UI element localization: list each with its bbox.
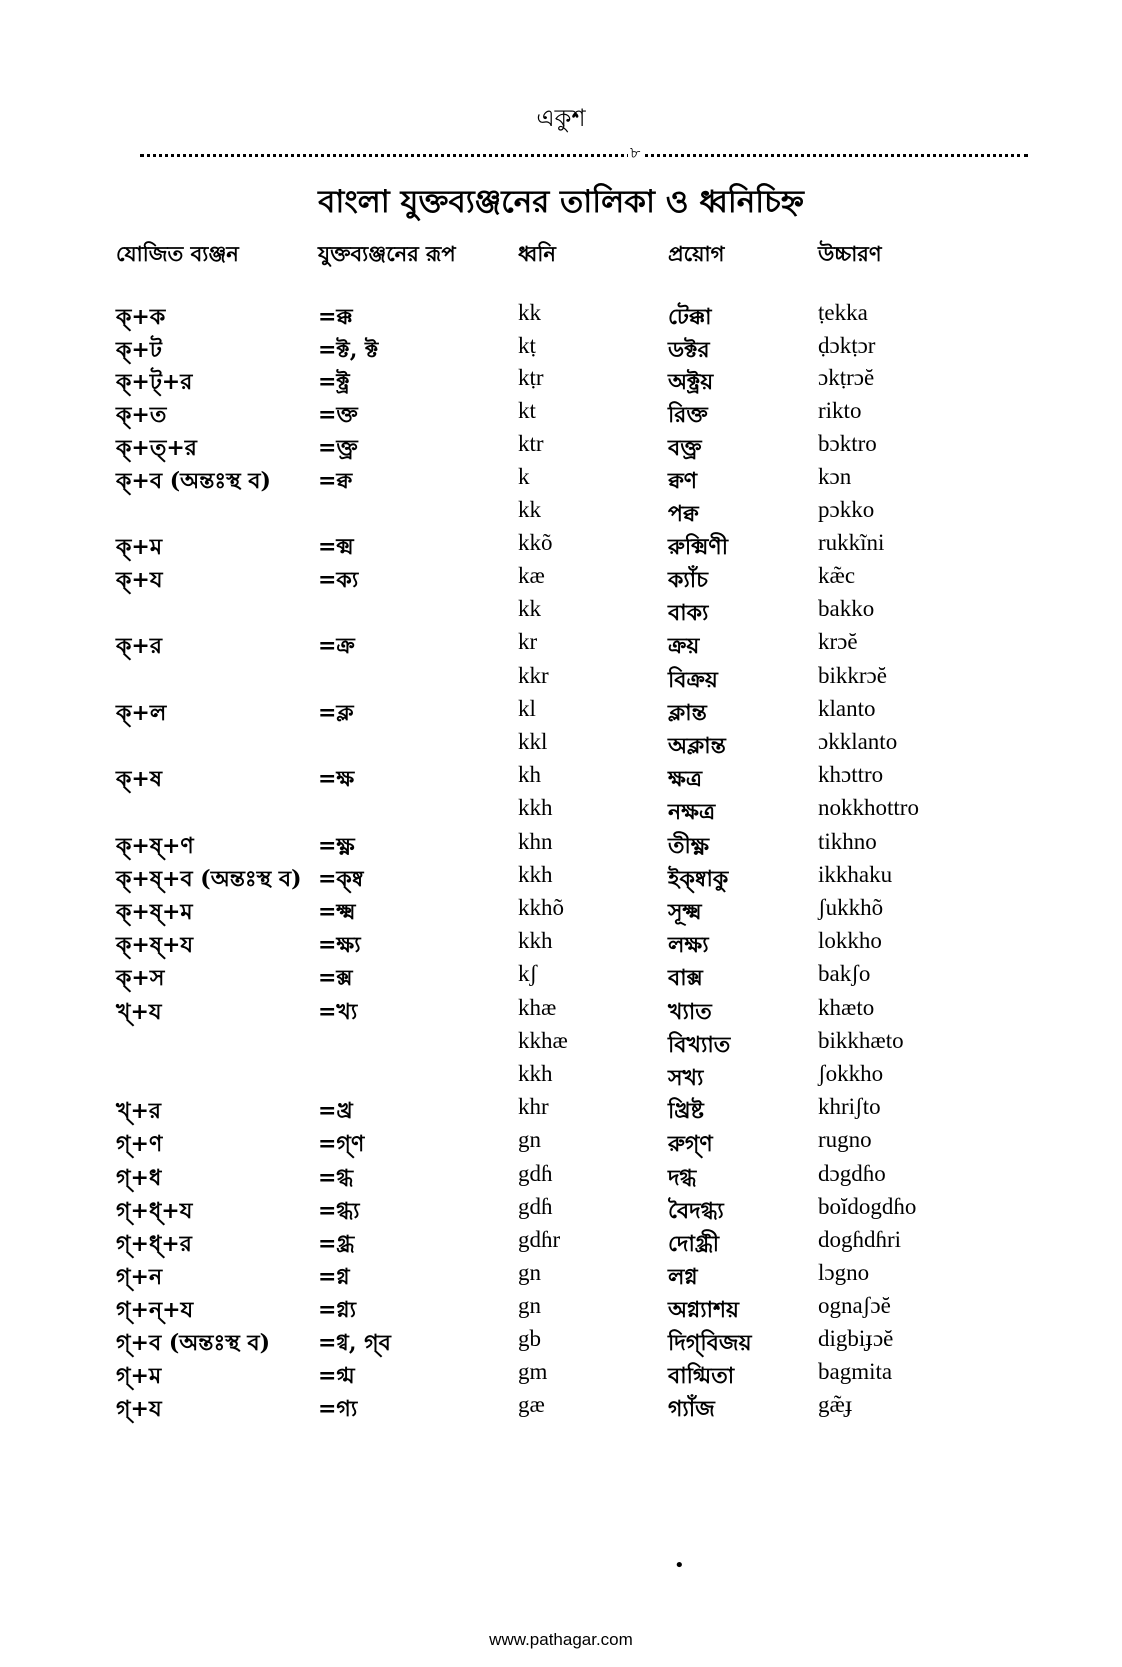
- cell-pronunciation: bagmita: [818, 1359, 893, 1384]
- cell-sound: kk: [518, 300, 541, 325]
- cell-pronunciation: bɔktro: [818, 431, 877, 456]
- cell-usage-example: ক্বণ: [668, 468, 698, 494]
- cell-sound: kæ: [518, 563, 545, 588]
- cell-joined-consonants: ক্+ট: [116, 337, 162, 363]
- header-pronunciation: উচ্চারণ: [818, 241, 882, 266]
- cell-usage-example: ইক্ষ্বাকু: [668, 866, 729, 892]
- cell-joined-consonants: গ্+ন্+য: [116, 1297, 194, 1323]
- cell-sound: khr: [518, 1094, 549, 1119]
- table-row: [0, 497, 1122, 531]
- table-row: [0, 563, 1122, 597]
- cell-pronunciation: ṭekka: [818, 300, 868, 325]
- cell-joined-consonants: ক্+ক: [116, 304, 166, 330]
- cell-sound: kṭ: [518, 333, 536, 358]
- cell-sound: khæ: [518, 995, 557, 1020]
- cell-pronunciation: dɔgdɦo: [818, 1161, 886, 1186]
- cell-sound: k: [518, 464, 530, 489]
- cell-conjunct-form: =গ্ধ্য: [318, 1198, 360, 1224]
- header-conjunct-form: যুক্তব্যঞ্জনের রূপ: [318, 241, 456, 266]
- cell-joined-consonants: গ্+য: [116, 1396, 162, 1422]
- cell-joined-consonants: ক্+ম: [116, 534, 163, 560]
- cell-conjunct-form: =ক্স: [318, 965, 353, 991]
- cell-conjunct-form: =গ্ন্য: [318, 1297, 357, 1323]
- cell-pronunciation: lɔgno: [818, 1260, 870, 1285]
- running-head: একুশ: [536, 104, 586, 132]
- cell-usage-example: বাক্স: [668, 965, 703, 991]
- cell-joined-consonants: গ্+ধ: [116, 1165, 162, 1191]
- cell-pronunciation: lokkho: [818, 928, 882, 953]
- cell-pronunciation: khriʃto: [818, 1094, 881, 1119]
- cell-conjunct-form: =ক্ক: [318, 304, 353, 330]
- table-row: [0, 530, 1122, 564]
- cell-conjunct-form: =ক্ষ্ম: [318, 899, 356, 925]
- cell-pronunciation: ḍɔkṭɔr: [818, 333, 876, 358]
- footer-url: www.pathagar.com: [489, 1630, 633, 1649]
- table-row: [0, 398, 1122, 432]
- cell-usage-example: গ্যাঁজ: [668, 1396, 715, 1422]
- table-row: [0, 1094, 1122, 1128]
- cell-sound: kl: [518, 696, 536, 721]
- cell-pronunciation: kæ̃c: [818, 563, 856, 588]
- table-row: [0, 663, 1122, 697]
- cell-usage-example: টেক্কা: [668, 304, 712, 330]
- cell-joined-consonants: গ্+ব (অন্তঃস্থ ব): [116, 1330, 271, 1356]
- header-sound: ধ্বনি: [518, 241, 556, 266]
- cell-joined-consonants: ক্+ষ্+ম: [116, 899, 193, 925]
- table-row: [0, 729, 1122, 763]
- cell-usage-example: দগ্ধ: [668, 1165, 697, 1191]
- cell-conjunct-form: =গ্ম: [318, 1363, 355, 1389]
- cell-usage-example: দিগ্‌বিজয়: [668, 1330, 752, 1356]
- table-row: [0, 1127, 1122, 1161]
- cell-pronunciation: digbiɟɔĕ: [818, 1326, 894, 1351]
- table-row: [0, 1061, 1122, 1095]
- cell-sound: kk: [518, 596, 541, 621]
- cell-usage-example: অগ্ন্যাশয়: [668, 1297, 740, 1323]
- cell-pronunciation: ikkhaku: [818, 862, 893, 887]
- cell-sound: kt: [518, 398, 536, 423]
- cell-pronunciation: nokkhottro: [818, 795, 919, 820]
- cell-sound: gdɦ: [518, 1194, 553, 1219]
- cell-usage-example: অক্ট্রয়: [668, 369, 714, 395]
- cell-sound: kṭr: [518, 365, 544, 390]
- table-row: [0, 1028, 1122, 1062]
- cell-sound: gn: [518, 1260, 541, 1285]
- cell-usage-example: নক্ষত্র: [668, 799, 716, 825]
- cell-sound: kkh: [518, 1061, 553, 1086]
- table-row: [0, 1326, 1122, 1360]
- cell-sound: gm: [518, 1359, 548, 1384]
- cell-joined-consonants: ক্+ষ্+য: [116, 932, 194, 958]
- cell-sound: gb: [518, 1326, 541, 1351]
- cell-usage-example: তীক্ষ্ণ: [668, 833, 710, 859]
- cell-pronunciation: rukkĩni: [818, 530, 885, 555]
- table-row: [0, 1392, 1122, 1426]
- cell-usage-example: খ্যাত: [668, 999, 712, 1025]
- cell-pronunciation: krɔĕ: [818, 629, 858, 654]
- cell-usage-example: রুগ্ণ: [668, 1131, 713, 1157]
- cell-joined-consonants: ক্+ষ: [116, 766, 162, 792]
- cell-usage-example: দোগ্ধ্রী: [668, 1231, 720, 1257]
- cell-joined-consonants: ক্+ত্+র: [116, 435, 197, 461]
- cell-usage-example: পক্ব: [668, 501, 699, 527]
- table-row: [0, 795, 1122, 829]
- table-row: [0, 961, 1122, 995]
- cell-joined-consonants: গ্+ম: [116, 1363, 162, 1389]
- cell-sound: kkh: [518, 795, 553, 820]
- cell-conjunct-form: =ক্ষ্ণ: [318, 833, 355, 859]
- table-row: [0, 1260, 1122, 1294]
- cell-usage-example: ডক্টর: [668, 337, 710, 363]
- cell-sound: kkh: [518, 928, 553, 953]
- table-row: [0, 431, 1122, 465]
- cell-joined-consonants: ক্+র: [116, 633, 162, 659]
- table-row: [0, 696, 1122, 730]
- cell-pronunciation: dogɦdɦri: [818, 1227, 902, 1252]
- table-row: [0, 300, 1122, 334]
- cell-conjunct-form: =ক্ষ্য: [318, 932, 361, 958]
- cell-pronunciation: pɔkko: [818, 497, 875, 522]
- cell-usage-example: বক্ত্র: [668, 435, 702, 461]
- cell-joined-consonants: খ্+র: [116, 1098, 161, 1124]
- cell-joined-consonants: ক্+ষ্+ণ: [116, 833, 194, 859]
- table-row: [0, 1194, 1122, 1228]
- table-row: [0, 1161, 1122, 1195]
- cell-usage-example: বাক্য: [668, 600, 709, 626]
- table-row: [0, 1359, 1122, 1393]
- cell-pronunciation: ognaʃɔĕ: [818, 1293, 891, 1318]
- cell-conjunct-form: =ক্ল: [318, 700, 354, 726]
- cell-usage-example: বাগ্মিতা: [668, 1363, 735, 1389]
- table-row: [0, 596, 1122, 630]
- table-row: [0, 928, 1122, 962]
- cell-joined-consonants: ক্+ল: [116, 700, 167, 726]
- cell-conjunct-form: =ক্ত: [318, 402, 358, 428]
- cell-pronunciation: rugno: [818, 1127, 872, 1152]
- cell-usage-example: লগ্ন: [668, 1264, 698, 1290]
- table-row: [0, 762, 1122, 796]
- cell-sound: gn: [518, 1127, 541, 1152]
- cell-joined-consonants: গ্+ধ্+র: [116, 1231, 192, 1257]
- page-number: ৮: [628, 140, 642, 167]
- cell-pronunciation: bikkrɔĕ: [818, 663, 887, 688]
- cell-sound: ktr: [518, 431, 544, 456]
- cell-joined-consonants: গ্+ন: [116, 1264, 163, 1290]
- table-row: [0, 365, 1122, 399]
- cell-joined-consonants: ক্+ট্+র: [116, 369, 193, 395]
- cell-sound: kkhæ: [518, 1028, 568, 1053]
- table-row: [0, 464, 1122, 498]
- cell-usage-example: বিক্রয়: [668, 667, 718, 693]
- cell-pronunciation: khæto: [818, 995, 875, 1020]
- cell-usage-example: অক্লান্ত: [668, 733, 726, 759]
- cell-conjunct-form: =ক্র: [318, 633, 355, 659]
- cell-usage-example: ক্যাঁচ: [668, 567, 709, 593]
- cell-joined-consonants: গ্+ধ্+য: [116, 1198, 193, 1224]
- cell-pronunciation: ʃukkhõ: [818, 895, 884, 920]
- cell-pronunciation: boĭdogdɦo: [818, 1194, 917, 1219]
- cell-conjunct-form: =ক্ব: [318, 468, 353, 494]
- cell-sound: gdɦr: [518, 1227, 561, 1252]
- cell-conjunct-form: =গ্ণ: [318, 1131, 365, 1157]
- cell-joined-consonants: ক্+স: [116, 965, 165, 991]
- cell-pronunciation: ɔkklanto: [818, 729, 898, 754]
- table-row: [0, 629, 1122, 663]
- cell-conjunct-form: =ক্ষ্ব: [318, 866, 364, 892]
- cell-conjunct-form: =গ্ধ্র: [318, 1231, 355, 1257]
- cell-conjunct-form: =গ্ধ: [318, 1165, 354, 1191]
- cell-sound: gdɦ: [518, 1161, 553, 1186]
- header-usage: প্রয়োগ: [668, 241, 725, 266]
- cell-sound: kkhõ: [518, 895, 564, 920]
- cell-conjunct-form: =ক্য: [318, 567, 359, 593]
- cell-pronunciation: bikkhæto: [818, 1028, 904, 1053]
- cell-sound: gn: [518, 1293, 541, 1318]
- cell-pronunciation: bakko: [818, 596, 875, 621]
- cell-conjunct-form: =খ্র: [318, 1098, 353, 1124]
- cell-pronunciation: ɔkṭrɔĕ: [818, 365, 875, 390]
- cell-pronunciation: tikhno: [818, 829, 877, 854]
- table-header: [0, 238, 1122, 272]
- cell-pronunciation: kɔn: [818, 464, 852, 489]
- cell-conjunct-form: =ক্ত্র: [318, 435, 358, 461]
- cell-sound: kkl: [518, 729, 548, 754]
- cell-sound: kkh: [518, 862, 553, 887]
- cell-usage-example: বিখ্যাত: [668, 1032, 731, 1058]
- cell-conjunct-form: =ক্ষ: [318, 766, 355, 792]
- cell-conjunct-form: =গ্য: [318, 1396, 358, 1422]
- cell-pronunciation: gæ̃ɟ: [818, 1392, 853, 1417]
- cell-joined-consonants: ক্+ব (অন্তঃস্থ ব): [116, 468, 271, 494]
- page-title: বাংলা যুক্তব্যঞ্জনের তালিকা ও ধ্বনিচিহ্ন: [318, 184, 804, 220]
- cell-usage-example: রুক্মিণী: [668, 534, 729, 560]
- table-row: [0, 995, 1122, 1029]
- cell-joined-consonants: ক্+ত: [116, 402, 167, 428]
- cell-pronunciation: khɔttro: [818, 762, 884, 787]
- cell-joined-consonants: গ্+ণ: [116, 1131, 163, 1157]
- table-row: [0, 862, 1122, 896]
- cell-joined-consonants: ক্+ষ্+ব (অন্তঃস্থ ব): [116, 866, 302, 892]
- cell-conjunct-form: =ক্ট, ক্ট: [318, 337, 379, 363]
- cell-sound: khn: [518, 829, 553, 854]
- cell-usage-example: ক্ষত্র: [668, 766, 702, 792]
- cell-usage-example: ক্লান্ত: [668, 700, 707, 726]
- cell-usage-example: লক্ষ্য: [668, 932, 709, 958]
- cell-sound: kk: [518, 497, 541, 522]
- cell-usage-example: রিক্ত: [668, 402, 708, 428]
- cell-usage-example: সূক্ষ্ম: [668, 899, 702, 925]
- cell-sound: kr: [518, 629, 538, 654]
- cell-joined-consonants: খ্+য: [116, 999, 162, 1025]
- cell-usage-example: সখ্য: [668, 1065, 704, 1091]
- cell-usage-example: খ্রিষ্ট: [668, 1098, 704, 1124]
- table-row: [0, 1227, 1122, 1261]
- table-row: [0, 333, 1122, 367]
- table-row: [0, 1293, 1122, 1327]
- cell-pronunciation: klanto: [818, 696, 876, 721]
- cell-joined-consonants: ক্+য: [116, 567, 163, 593]
- cell-usage-example: ক্রয়: [668, 633, 700, 659]
- cell-sound: kʃ: [518, 961, 538, 986]
- cell-pronunciation: bakʃo: [818, 961, 871, 986]
- cell-conjunct-form: =গ্ব, গ্‌ব: [318, 1330, 391, 1356]
- cell-sound: kkr: [518, 663, 549, 688]
- cell-pronunciation: ʃokkho: [818, 1061, 884, 1086]
- header-joined-consonants: যোজিত ব্যঞ্জন: [116, 241, 239, 266]
- cell-conjunct-form: =ক্ম: [318, 534, 354, 560]
- cell-sound: gæ: [518, 1392, 545, 1417]
- stray-mark: •: [674, 1555, 685, 1576]
- cell-conjunct-form: =গ্ন: [318, 1264, 350, 1290]
- cell-usage-example: বৈদগ্ধ্য: [668, 1198, 724, 1224]
- cell-conjunct-form: =ক্ট্র: [318, 369, 350, 395]
- cell-conjunct-form: =খ্য: [318, 999, 358, 1025]
- cell-sound: kh: [518, 762, 541, 787]
- table-row: [0, 829, 1122, 863]
- cell-sound: kkõ: [518, 530, 553, 555]
- cell-pronunciation: rikto: [818, 398, 862, 423]
- table-row: [0, 895, 1122, 929]
- dotted-divider: [140, 154, 1028, 157]
